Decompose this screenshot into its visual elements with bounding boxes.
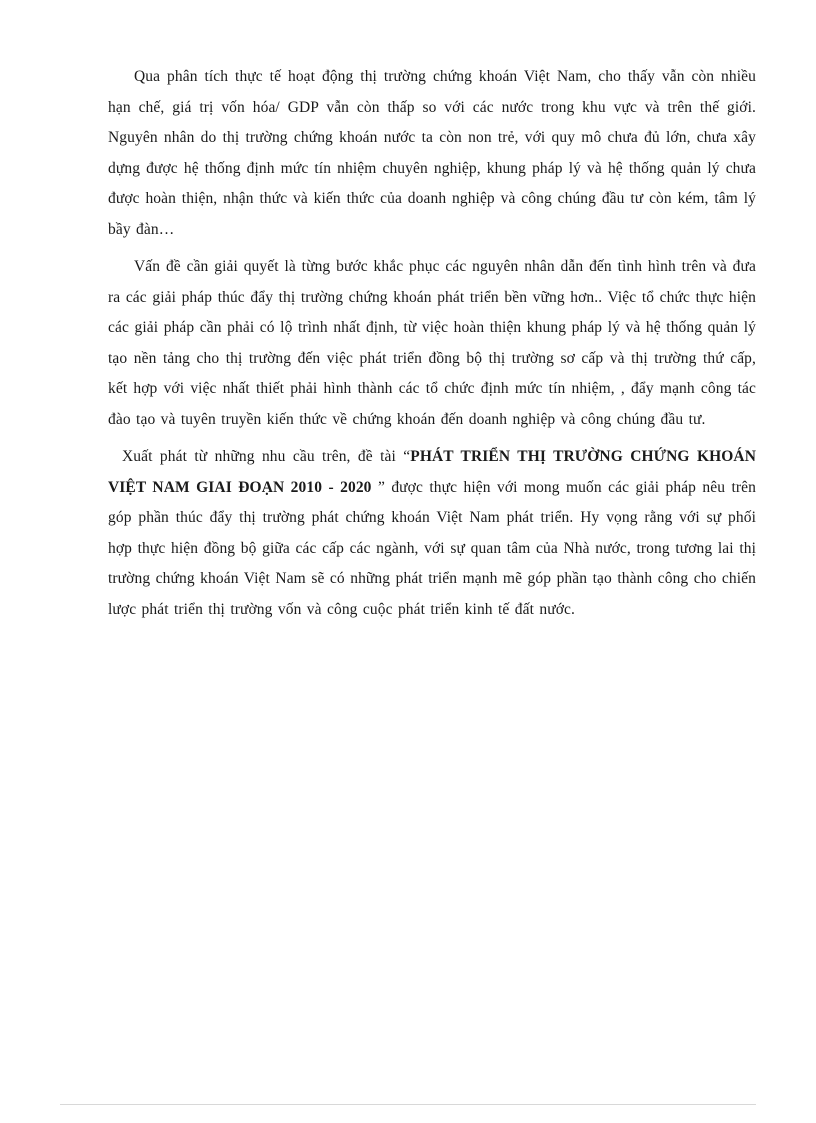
paragraph-thesis-topic (108, 442, 756, 625)
paragraph-analysis-summary: Qua phân tích thực tế hoạt động thị trường chứng khoán Việt Nam, cho thấy vẫn còn nhiều hạn chế, giá trị vốn hóa/ GDP vẫn còn thấp so với các nước trong khu vực và trên thế giới. Nguyên nhân do thị trường chứng khoán nước ta còn non trẻ, với quy mô chưa đủ lớn, chưa xây dựng được hệ thống định mức tín nhiệm chuyên nghiệp, khung pháp lý và hệ thống quản lý chưa được hoàn thiện, nhận thức và kiến thức của doanh nghiệp và công chúng đầu tư còn kém, tâm lý bầy đàn… (108, 68, 756, 238)
paragraph-problem-statement: Vấn đề cần giải quyết là từng bước khắc phục các nguyên nhân dẫn đến tình hình trên và đưa ra các giải pháp thúc đẩy thị trường chứng khoán phát triển bền vững hơn.. Việc tổ chức thực hiện các giải pháp cần phải có lộ trình nhất định, từ việc hoàn thiện khung pháp lý và hệ thống quản lý tạo nền tảng cho thị trường đến việc phát triển đồng bộ thị trường sơ cấp và thị trường thứ cấp, kết hợp với việc nhất thiết phải hình thành các tổ chức định mức tín nhiệm, , đẩy mạnh công tác đào tạo và tuyên truyền kiến thức về chứng khoán đến doanh nghiệp và công chúng đầu tư. (108, 258, 756, 428)
document-body (108, 62, 756, 627)
thesis-outro-text: ” được thực hiện với mong muốn các giải pháp nêu trên góp phần thúc đẩy thị trường phát chứng khoán Việt Nam phát triển. Hy vọng rằng với sự phối hợp thực hiện đồng bộ giữa các cấp các ngành, với sự quan tâm của Nhà nước, trong tương lai thị trường chứng khoán Việt Nam sẽ có những phát triển mạnh mẽ góp phần tạo thành công cho chiến lược phát triển thị trường vốn và công cuộc phát triển kinh tế đất nước. (108, 478, 757, 618)
thesis-intro-text: Xuất phát từ những nhu cầu trên, đề tài “ (122, 448, 411, 465)
footer-divider (60, 1104, 756, 1105)
thesis-title: PHÁT TRIỂN THỊ TRƯỜNG CHỨNG KHOÁN VIỆT NAM GIAI ĐOẠN 2010 - 2020 (108, 448, 757, 496)
